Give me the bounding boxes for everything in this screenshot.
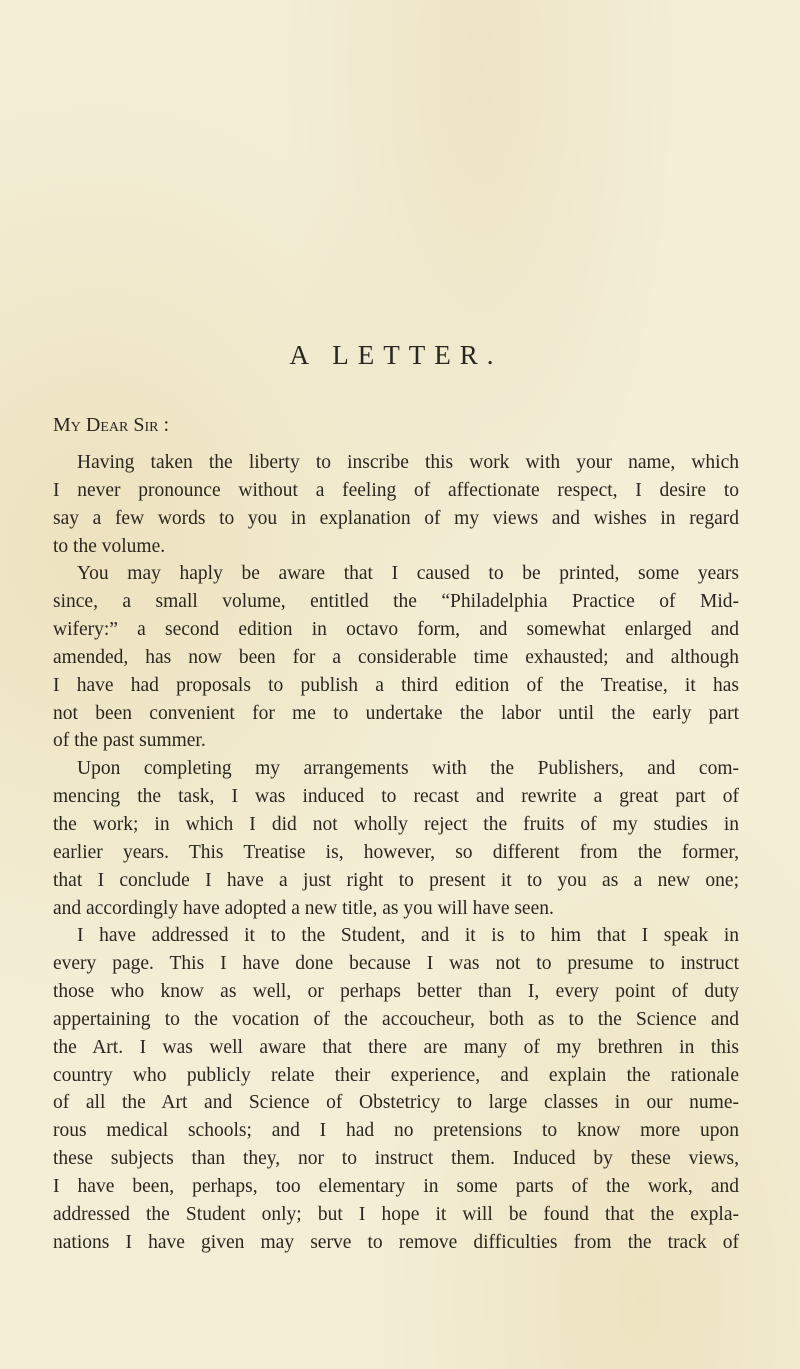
text-line: that I conclude I have a just right to present it to you as a new one; xyxy=(53,869,739,891)
text-line: You may haply be aware that I caused to be printed, some years xyxy=(77,563,739,585)
text-line: wifery:” a second edition in octavo form, and somewhat enlarged and xyxy=(53,619,739,641)
text-line: I have been, perhaps, too elementary in some parts of the work, and xyxy=(53,1175,739,1197)
text-line: appertaining to the vocation of the accoucheur, both as to the Science and xyxy=(53,1008,739,1030)
text-line: say a few words to you in explanation of my views and wishes in regard xyxy=(53,507,739,529)
text-line: the work; in which I did not wholly reject the fruits of my studies in xyxy=(53,813,739,835)
text-line: mencing the task, I was induced to recast and rewrite a great part of xyxy=(53,786,739,808)
text-line: since, a small volume, entitled the “Philadelphia Practice of Mid- xyxy=(53,591,739,613)
text-line: I have addressed it to the Student, and it is to him that I speak in xyxy=(77,925,739,947)
text-line: to the volume. xyxy=(53,535,166,557)
letter-body xyxy=(53,449,739,1256)
text-line: the Art. I was well aware that there are many of my brethren in this xyxy=(53,1036,739,1058)
text-line: Having taken the liberty to inscribe this work with your name, which xyxy=(77,452,739,473)
text-line: not been convenient for me to undertake the labor until the early part xyxy=(53,702,739,724)
text-line: Upon completing my arrangements with the Publishers, and com- xyxy=(77,758,739,780)
text-line: addressed the Student only; but I hope it will be found that the expla- xyxy=(53,1203,739,1225)
salutation: My Dear Sir : xyxy=(53,414,170,436)
text-line: these subjects than they, nor to instruct them. Induced by these views, xyxy=(53,1148,739,1170)
text-line: I never pronounce without a feeling of affectionate respect, I desire to xyxy=(53,479,739,501)
text-line: nations I have given may serve to remove difficulties from the track of xyxy=(53,1231,739,1253)
text-line: earlier years. This Treatise is, however, so different from the former, xyxy=(53,841,739,863)
text-line: every page. This I have done because I was not to presume to instruct xyxy=(53,953,739,975)
text-line: and accordingly have adopted a new title, as you will have seen. xyxy=(53,897,554,919)
text-line: rous medical schools; and I had no pretensions to know more upon xyxy=(53,1120,739,1142)
text-line: amended, has now been for a considerable time exhausted; and although xyxy=(53,646,739,668)
text-line: those who know as well, or perhaps better than I, every point of duty xyxy=(53,981,739,1003)
page-title: A LETTER. xyxy=(289,340,503,370)
text-line: of all the Art and Science of Obstetricy to large classes in our nume- xyxy=(53,1092,739,1114)
text-line: I have had proposals to publish a third edition of the Treatise, it has xyxy=(53,674,739,696)
text-line: of the past summer. xyxy=(53,730,206,752)
text-line: country who publicly relate their experience, and explain the rationale xyxy=(53,1064,739,1086)
